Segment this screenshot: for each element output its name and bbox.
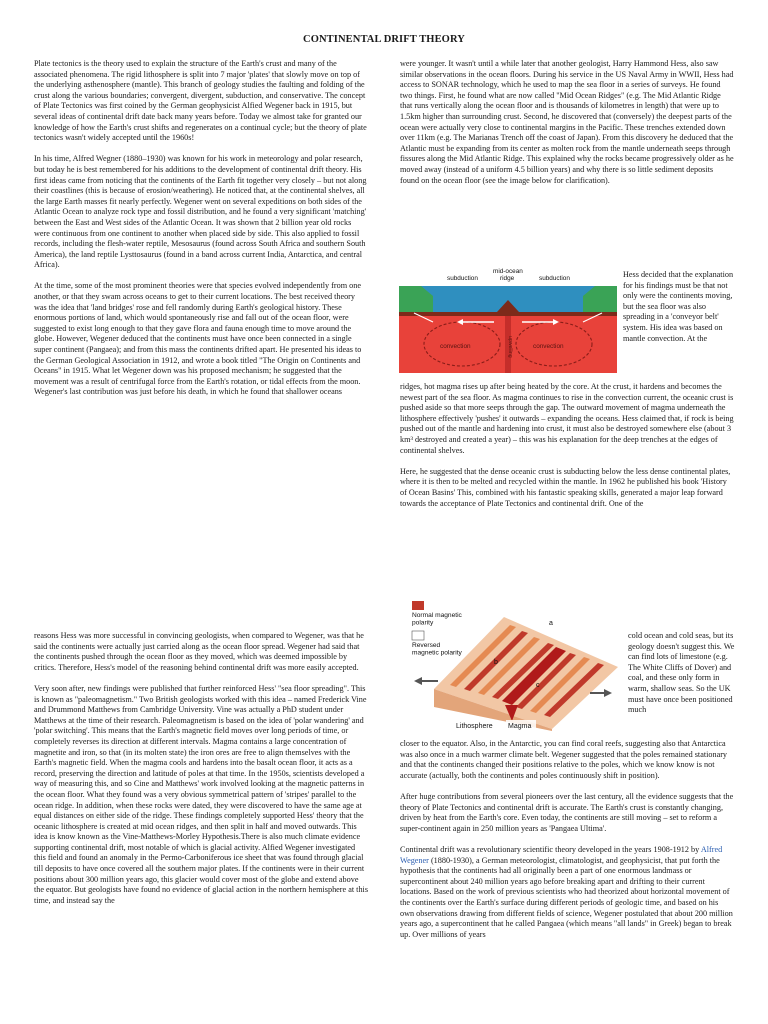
paragraph-plate-tectonics: Plate tectonics is the theory used to explain the structure of the Earth's crust and many of the associated phenomena. The rigid lithosphere is split into 7 major 'plates' that slowly move on top of the underlying asthenosphere (mantle). This branch of geology studies the faulting and folding of the crust along the various boundaries; convergent, divergent, subduction, and conservative. The concept of Plate Tectonics was first coined by the German geophysicist Alfied Wegener back in 1915, but several ideas of continental drift date back many years before. Today we almost take for granted our knowledge of how the Earth's crust shifts and regenerates on a continual cycle; but the theory of plate tectonics wasn't widely accepted until the 1960s! — [34, 59, 367, 143]
paragraph-wegener-intro: In his time, Alfred Wegner (1880–1930) was known for his work in meteorology and polar research, but today he is best remembered for his additions to the development of continental drift theory. His first ideas came from noticing that the continents of the Earth fit together very closely – but not along their coastlines (this is because of erosion/weathering). He noticed that, at the continental shelves, all the large Earth masses fit nearly perfectly. Wegener went on several expeditions on both sides of the Atlantic Ocean to analyze rock type and fossil distribution, and he found a very significant 'matching' between the East and West sides of the Atlantic Ocean. It was shown that 2 billion year old rocks were continuous from one continent to another when placed side by side. This also applied to fossil records, including the flesh-water reptile, Mesosaurus (found across South Africa and southern South America), the land reptile Lysttosaurus (found in a band across current India, Antarctica, and central Africa). — [34, 154, 367, 270]
label-convection-right: convection — [533, 343, 564, 350]
paragraph-land-bridges: At the time, some of the most prominent theories were that species evolved independently from one another, or that they swam across oceans to get to their current locations. The best received theory was the idea that 'land bridges' rose and fell randomly during Earth's geological history. These enormous portions of land, which would spontaneously rise and fall out of the ocean floor, were suggested to exist long enough to that they gave flora and fauna enough time to move around the globe. However, Wegener deduced that the continents must have once been connected in a single super continent (Pangaea); and from this mass the continents drifted apart. He presented his ideas to the German Geological Association in 1912, and wrote a book titled "The Origin on Continents and Oceans" in 1915. What let Wegener down was his proposed mechanism; he suggested that the movement was a result of centrifugal force from the Earth's rotation, or tidal effects from the moon. Wegener's last contribution was just before his death, in which he found that shallower oceans — [34, 281, 362, 397]
label-ridge-line1: mid-ocean — [493, 268, 523, 275]
page-title: CONTINENTAL DRIFT THEORY — [303, 34, 465, 45]
paragraph-cold-seas: cold ocean and cold seas, but its geology doesn't suggest this. We can find lots of limestone (e.g. The White Cliffs of Dover) and coal, and these only form in warm, shallow seas. So the UK must have once been positioned much — [628, 631, 735, 715]
revolutionary-text-end: (1880-1930), a German meteorologist, climatologist, and geophysicist, that put forth the hypothesis that the continents had all originally been a part of one enormous landmass or supercontinent about 240 million years ago before breaking apart and drifting to their current locations. Based on the work of previous scientists who had theorized about horizontal movement of the continents over the Earth's surface during different periods of geologic time, and based on his own observations drawing from different fields of science, Wegener postulated that about 200 million years ago, a supercontinent that he called Pangaea (which means "all lands" in Greek) began to break up. Over millions of years — [400, 855, 733, 939]
right-top-column — [400, 59, 734, 186]
label-convection-left: convection — [440, 343, 471, 350]
legend-reversed-swatch — [412, 631, 424, 640]
legend-normal-swatch — [412, 601, 424, 610]
convection-diagram — [399, 266, 617, 373]
paragraph-revolutionary-theory — [400, 845, 734, 940]
magnetic-striping-diagram — [404, 597, 624, 731]
paragraph-hess-ridges: ridges, hot magma rises up after being heated by the core. At the crust, it hardens and becomes the newest part of the sea floor. As magma continues to rise in the convection current, the oceanic crust is pushed aside so that more seeps through the gap. The outward movement of magma underneath the lithosphere effectively 'pushes' it outwards – expanding the oceans. Hess claimed that, if rock is being pushed out of the mantle and hardening into crust, it must also be destroyed somewhere else (about 3 km³ destroyed and created a year) – this was his explanation for the deep trenches at the edges of continental shelves. — [400, 382, 734, 455]
paragraph-equator: closer to the equator. Also, in the Antarctic, you can find coral reefs, suggesting also that Antarctica was also once in a much warmer climate belt. Wegener suggested that the poles remained stationary and that the continents changed their positions relative to the poles, which we know know is not accurate (actually, both the continents and poles continuously shift in position). — [400, 739, 728, 780]
label-subduction-right: subduction — [539, 275, 570, 282]
label-a: a — [549, 620, 553, 627]
label-ridge-line2: ridge — [500, 275, 515, 282]
label-subduction-left: subduction — [447, 275, 478, 282]
alfred-wegener-link[interactable]: Alfred Wegener — [400, 844, 723, 865]
paragraph-paleomagnetism: Very soon after, new findings were published that further reinforced Hess' "sea floor spreading". This is known as "paleomagnetism." Two British geologists worked with this idea – named Frederick Vine and Drummond Matthews from Cambridge University. Vine was actually a PhD student under Matthews at the time of their research. Paleomagnetism is based on the idea of 'polar wandering' and 'polar switching'. This means that the Earth's magnetic field moves over long periods of time, or completely reverses its direction at different intervals. Magma contains a large concentration of magnetite and iron, so that (in its molten state) the iron ores are free to align themselves with the Earth's magnetic field. When the magma cools and hardens into the basalt ocean floor, it acts as a record, preserving the direction and latitude of poles at that time. In the 1950s, scientists developed a way of measuring this, and so Cine and Matthews' work involved looking at the magnetic patterns in the ocean floor. What they found was a very obvious symmetrical pattern of 'stripes' parallel to the ocean ridge. In addition, when these rocks were dated, they were discovered to have the same age at equal distances on either side of the ridge. These findings completely supported Hess' theory that the oceanic lithosphere is created at mid ocean ridges, and then split in half and moved outwards. This idea is know known as the Vine-Matthews-Morley Hypothesis.There is also much climate evidence supporting continental drift, most notable of which is glacial activity. Alfied Wegener investigated this field and found an anomaly in the Permo-Carboniferous ice sheet that was found through glacial till deposits to have once covered all the southern major plates. If the continents were in their current positions about 300 million years ago, this glacier would cover most of the globe and extend above the equator. But geologists have found no evidence of glacial action in the northern hemisphere at this time, and instead say the — [34, 683, 368, 905]
hess-side-text — [623, 270, 737, 344]
right-top-column-continued — [400, 382, 734, 509]
paragraph-hess-sonar: were younger. It wasn't until a while later that another geologist, Harry Hammond Hess, also saw similar observations in the ocean floors. During his service in the US Naval Army in WWII, Hess had access to SONAR technology, which he used to map the sea floor in a series of surveys. He found two things. First, he found what are now called "Mid Ocean Ridges" (e.g. The Mid Atlantic Ridge that runs vertically along the ocean floor and is thousands of kilometres in length) that were up to 1.5km higher than surrounding crust. Second, he discovered that (conversely) the deepest parts of the ocean were actually very close to continental margins in the Pacific. These trenches extended down over 11km (e.g. The Marianas Trench off the coast of Japan). From this discovery he deduced that the Atlantic must be expanding from its center as molten rock from the mantle underneath seeps through fissures along the Mid Atlantic Ridge. This explained why the rocks became progressively older as he moved away (instead of a uniform 4.5 billion years) and why there is so little sediment deposits found on the ocean floor (see the image below for clarification). — [400, 59, 734, 185]
label-magma: Magma — [508, 723, 532, 730]
label-lithosphere: Lithosphere — [456, 723, 493, 730]
right-bottom-column — [400, 739, 734, 940]
paragraph-subduction: Here, he suggested that the dense oceanic crust is subducting below the less dense continental plates, where it is then to be melted and recycled within the mantle. In 1962 he published his book 'History of Ocean Basins' This, combined with his fantastic speaking skills, generated a major leap forward towards the acceptance of Plate Tectonics and continental drift. One of the — [400, 466, 731, 508]
legend-normal-label: Normal magnetic polarity — [412, 612, 462, 627]
label-b: b — [494, 659, 498, 666]
paragraph-pioneers: After huge contributions from several pioneers over the last century, all the evidence suggests that the theory of Plate Tectonics and continental drift is accurate. The Earth's crust is constantly changing, driven by heat from the Earth's core. Even today, the continents are still moving – set to reform a super-continent again in 250 million years as 'Pangaea Ultima'. — [400, 791, 734, 833]
label-upwelling: upwelling — [507, 336, 513, 358]
left-top-column — [34, 59, 368, 398]
paragraph-hess-success: reasons Hess was more successful in convincing geologists, when compared to Wegener, was that he said the continents were actually just carried along as the ocean floor spread. Wegener had said that the continents pushed through the ocean floor as they moved, which was deemed impossible by critics. Therefore, Hess's model of the reasoning behind continental drift was more easily accepted. — [34, 631, 364, 672]
legend-reversed-label: Reversed magnetic polarity — [412, 642, 462, 657]
paragraph-hess-conveyor: Hess decided that the explanation for his findings must be that not only were the continents moving, but the sea floor was also spreading in a 'conveyor belt' system. His idea was based on mantle convection. At the — [623, 270, 734, 343]
climate-side-text — [628, 631, 736, 716]
revolutionary-text-start: Continental drift was a revolutionary scientific theory developed in the years 1908-1912 by — [400, 844, 701, 854]
label-c: c — [536, 682, 540, 689]
left-bottom-column — [34, 631, 368, 906]
